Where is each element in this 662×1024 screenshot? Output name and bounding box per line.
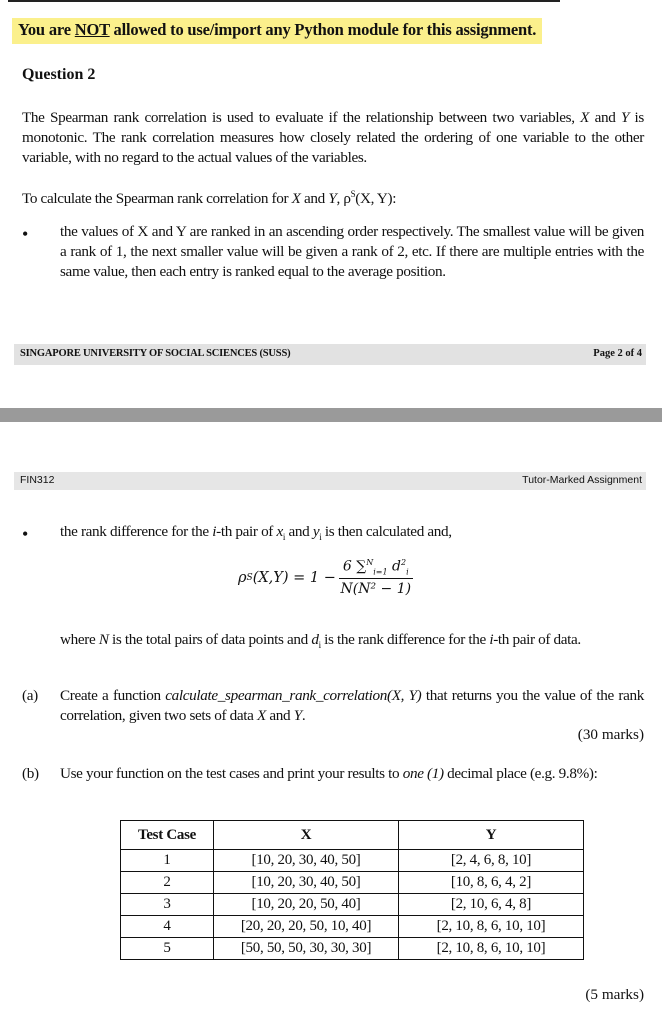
- cell-y: [2, 10, 6, 4, 8]: [399, 894, 584, 916]
- part-b-label: (b): [22, 765, 39, 782]
- footer-page-number: Page 2 of 4: [593, 348, 642, 359]
- table-row: [121, 938, 584, 960]
- page-header: [14, 472, 646, 490]
- bullet-icon: •: [22, 524, 29, 544]
- footer-institution: SINGAPORE UNIVERSITY OF SOCIAL SCIENCES (SUSS): [20, 348, 291, 359]
- formula-fraction: [339, 558, 413, 597]
- page-footer: [14, 344, 646, 365]
- test-case-table: [120, 820, 584, 960]
- cell-test-case: 5: [121, 938, 214, 960]
- cell-x: [10, 20, 20, 50, 40]: [214, 894, 399, 916]
- spearman-formula: ρ S (X,Y) = 1 − $\frac{6 \sum^N_{i=1} d^2_i}{\text{N(N² − 1)}}$: [238, 558, 412, 598]
- cell-y: [2, 10, 8, 6, 10, 10]: [399, 938, 584, 960]
- cell-y: [10, 8, 6, 4, 2]: [399, 872, 584, 894]
- cell-test-case: 4: [121, 916, 214, 938]
- cell-x: [10, 20, 30, 40, 50]: [214, 850, 399, 872]
- col-header-y: Y: [399, 821, 584, 850]
- page-separator: [0, 408, 662, 422]
- formula-denominator: N(N² − 1): [340, 581, 412, 598]
- part-b-marks: (5 marks): [585, 986, 644, 1003]
- table-row: [121, 850, 584, 872]
- calc-line: To calculate the Spearman rank correlation for X and Y, $\rho^S(X$, Y):: [22, 189, 397, 208]
- table-row: [121, 894, 584, 916]
- cell-x: [20, 20, 20, 50, 10, 40]: [214, 916, 399, 938]
- formula-numerator: 6 ∑$^N_{i=1}$ $d^2_i$: [339, 558, 413, 579]
- table-header-row: [121, 821, 584, 850]
- col-header-x: X: [214, 821, 399, 850]
- table-row: [121, 916, 584, 938]
- rank-difference-text: the rank difference for the i-th pair of $x_i$ and $y_i$ is then calculated and,: [60, 523, 452, 543]
- part-a-label: (a): [22, 687, 38, 704]
- page-1: [0, 0, 662, 408]
- cell-test-case: 1: [121, 850, 214, 872]
- intro-paragraph: The Spearman rank correlation is used to evaluate if the relationship between two variables, X and Y is monotonic. The rank correlation measures how closely related the ordering of one variable to the other variable, with no regard to the actual values of the variables.: [22, 109, 644, 166]
- bullet-icon: •: [22, 224, 29, 244]
- page-2: [0, 422, 662, 1024]
- cell-x: [10, 20, 30, 40, 50]: [214, 872, 399, 894]
- header-doc-type: Tutor-Marked Assignment: [522, 474, 642, 486]
- top-rule: [8, 0, 560, 2]
- where-definition: where N is the total pairs of data points and $d_i$ is the rank difference for the i-th pair of data.: [60, 631, 581, 651]
- table-row: [121, 872, 584, 894]
- part-a-marks: (30 marks): [577, 726, 644, 743]
- cell-y: [2, 4, 6, 8, 10]: [399, 850, 584, 872]
- col-header-test-case: Test Case: [121, 821, 214, 850]
- cell-test-case: 2: [121, 872, 214, 894]
- part-a-text: Create a function calculate_spearman_rank_correlation(X, Y) that returns you the value of the rank correlation, given two sets of data X and Y.: [60, 687, 645, 724]
- cell-y: [2, 10, 8, 6, 10, 10]: [399, 916, 584, 938]
- notice-banner: You are NOT allowed to use/import any Python module for this assignment.: [12, 18, 542, 44]
- part-b-text: Use your function on the test cases and print your results to one (1) decimal place (e.g. 9.8%):: [60, 765, 598, 782]
- cell-test-case: 3: [121, 894, 214, 916]
- ranking-rule: the values of X and Y are ranked in an ascending order respectively. The smallest value will be given a rank of 1, the next smaller value will be given a rank of 2, etc. If there are multiple entries with the same value, then each entry is ranked equal to the average position.: [60, 223, 644, 280]
- cell-x: [50, 50, 50, 30, 30, 30]: [214, 938, 399, 960]
- header-course-code: FIN312: [20, 474, 55, 486]
- question-title: Question 2: [22, 66, 96, 83]
